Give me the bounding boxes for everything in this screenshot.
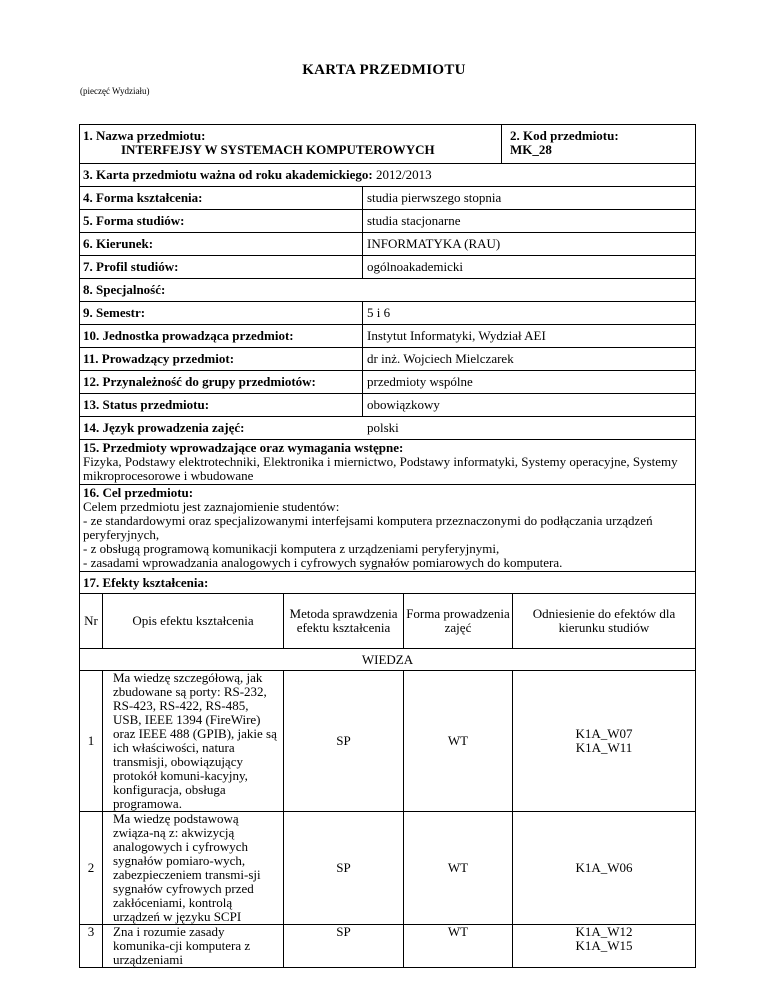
prerequisites-text: Fizyka, Podstawy elektrotechniki, Elektronika i miernictwo, Podstawy informatyki, Systemy operacyjne, Systemy mikroprocesorowe i wbudowane xyxy=(83,454,678,483)
field-row xyxy=(79,302,696,325)
row-method: SP xyxy=(284,925,404,968)
field-value: 5 i 6 xyxy=(367,305,391,320)
field-row xyxy=(79,325,696,348)
row-description: Zna i rozumie zasady komunika-cji komputera z urządzeniami xyxy=(103,925,284,968)
specialty-label: 8. Specjalność: xyxy=(83,282,166,297)
course-goal-item: - z obsługą programową komunikacji komputera z urządzeniami peryferyjnymi, xyxy=(83,541,500,556)
page-title: KARTA PRZEDMIOTU xyxy=(302,62,466,78)
course-name-value: INTERFEJSY W SYSTEMACH KOMPUTEROWYCH xyxy=(121,142,435,157)
row-reference: K1A_W07 K1A_W11 xyxy=(513,671,696,812)
field-value: polski xyxy=(367,420,399,435)
field-label: 5. Forma studiów: xyxy=(80,210,363,232)
field-row xyxy=(79,210,696,233)
field-label: 7. Profil studiów: xyxy=(80,256,363,278)
table-row xyxy=(80,671,696,812)
course-card-form xyxy=(79,124,696,968)
course-goal-intro: Celem przedmiotu jest zaznajomienie studentów: xyxy=(83,499,340,514)
row-form: WT xyxy=(404,925,513,968)
valid-year-label: 3. Karta przedmiotu ważna od roku akademickiego: xyxy=(83,167,373,182)
course-name-row xyxy=(79,124,696,164)
course-goal-row xyxy=(79,485,696,572)
valid-year-value: 2012/2013 xyxy=(372,167,432,182)
field-value: przedmioty wspólne xyxy=(367,374,473,389)
row-nr: 3 xyxy=(80,925,103,968)
field-row xyxy=(79,233,696,256)
field-label: 6. Kierunek: xyxy=(80,233,363,255)
table-row xyxy=(80,925,696,968)
col-header-reference: Odniesienie do efektów dla kierunku studiów xyxy=(513,594,696,649)
course-goal-label: 16. Cel przedmiotu: xyxy=(83,485,194,500)
specialty-row xyxy=(79,279,696,302)
prerequisites-label: 15. Przedmioty wprowadzające oraz wymagania wstępne: xyxy=(83,440,404,455)
course-name-cell xyxy=(80,125,502,163)
row-form: WT xyxy=(404,671,513,812)
section-row xyxy=(80,649,696,671)
row-nr: 1 xyxy=(80,671,103,812)
section-label: WIEDZA xyxy=(80,649,696,671)
field-row xyxy=(79,256,696,279)
field-row xyxy=(79,348,696,371)
learning-outcomes-label: 17. Efekty kształcenia: xyxy=(83,574,209,590)
course-name-label: 1. Nazwa przedmiotu: xyxy=(83,128,206,143)
field-label: 9. Semestr: xyxy=(80,302,363,324)
row-description: Ma wiedzę podstawową związa-ną z: akwizycją analogowych i cyfrowych sygnałów pomiaro-wych, zabezpieczeniem transmi-sji sygnałów cyfrowych przed zakłóceniami, kontrolą urządzeń w języku SCPI xyxy=(103,812,284,925)
valid-year-row xyxy=(79,164,696,187)
col-header-nr: Nr xyxy=(80,594,103,649)
course-code-label: 2. Kod przedmiotu: xyxy=(510,128,619,143)
course-code-cell xyxy=(502,125,695,163)
col-header-method: Metoda sprawdzenia efektu kształcenia xyxy=(284,594,404,649)
field-row xyxy=(79,187,696,210)
field-value: obowiązkowy xyxy=(367,397,440,412)
field-label: 10. Jednostka prowadząca przedmiot: xyxy=(80,325,363,347)
learning-outcomes-row xyxy=(79,572,696,594)
field-label: 12. Przynależność do grupy przedmiotów: xyxy=(80,371,363,393)
field-label: 14. Język prowadzenia zajęć: xyxy=(83,420,245,435)
row-form: WT xyxy=(404,812,513,925)
course-goal-item: - zasadami wprowadzania analogowych i cyfrowych sygnałów pomiarowych do komputera. xyxy=(83,555,563,570)
field-label: 11. Prowadzący przedmiot: xyxy=(80,348,363,370)
row-nr: 2 xyxy=(80,812,103,925)
row-reference: K1A_W12 K1A_W15 xyxy=(513,925,696,968)
field-row xyxy=(79,371,696,394)
field-value: dr inż. Wojciech Mielczarek xyxy=(367,351,514,366)
field-value: INFORMATYKA (RAU) xyxy=(367,236,501,251)
prerequisites-row xyxy=(79,440,696,485)
row-description: Ma wiedzę szczegółową, jak zbudowane są porty: RS-232, RS-423, RS-422, RS-485, USB, IEEE 1394 (FireWire) oraz IEEE 488 (GPIB), jakie są ich właściwości, natura transmisji, obowiązujący protokół komuni-kacyjny, konfiguracja, obsługa programowa. xyxy=(103,671,284,812)
table-row xyxy=(80,812,696,925)
col-header-description: Opis efektu kształcenia xyxy=(103,594,284,649)
field-value: Instytut Informatyki, Wydział AEI xyxy=(367,328,546,343)
field-label: 4. Forma kształcenia: xyxy=(80,187,363,209)
table-header-row xyxy=(80,594,696,649)
row-method: SP xyxy=(284,812,404,925)
field-label: 13. Status przedmiotu: xyxy=(80,394,363,416)
course-code-value: MK_28 xyxy=(510,142,552,157)
field-value: ogólnoakademicki xyxy=(367,259,464,274)
faculty-stamp: (pieczęć Wydziału) xyxy=(80,86,150,96)
course-goal-item: - ze standardowymi oraz specjalizowanymi interfejsami komputera przeznaczonymi do podłączania urządzeń peryferyjnych, xyxy=(83,513,653,542)
learning-outcomes-table xyxy=(79,593,696,968)
field-value: studia stacjonarne xyxy=(367,213,461,228)
field-row xyxy=(79,394,696,417)
row-method: SP xyxy=(284,671,404,812)
col-header-form: Forma prowadzenia zajęć xyxy=(404,594,513,649)
row-reference: K1A_W06 xyxy=(513,812,696,925)
field-value: studia pierwszego stopnia xyxy=(367,190,502,205)
field-row xyxy=(79,417,696,440)
